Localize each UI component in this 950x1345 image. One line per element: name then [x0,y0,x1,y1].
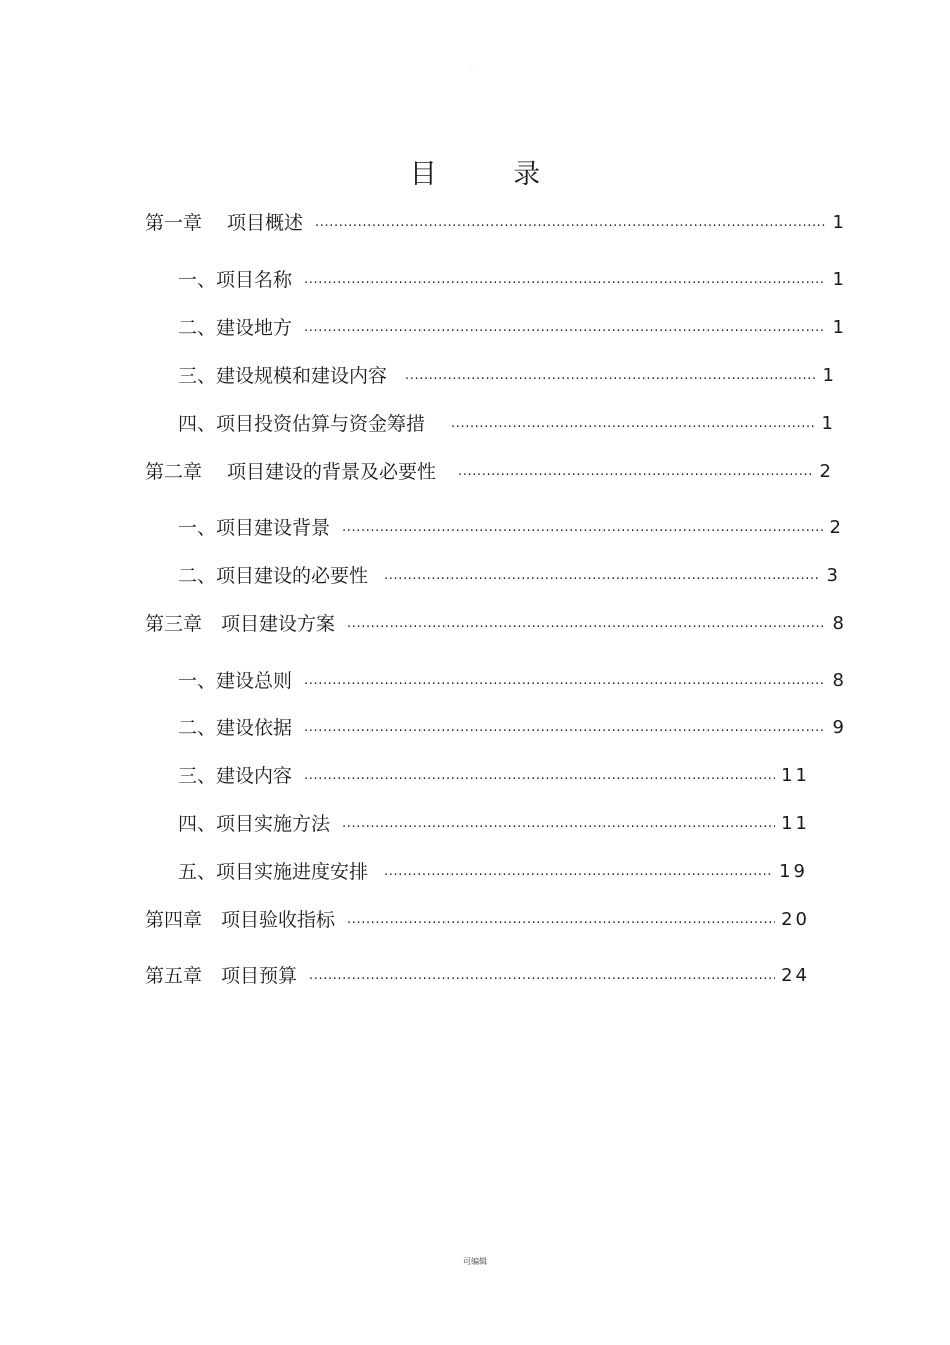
toc-entry-label: 二、建设依据 [178,717,293,739]
toc-entry-page: 20 [781,909,810,930]
dot-leader [304,766,775,788]
toc-entry-label: 五、项目实施进度安排 [178,861,369,883]
toc-entry[interactable] [178,316,844,340]
toc-entry[interactable] [178,268,844,292]
toc-entry-page: 2 [819,461,831,482]
dot-leader [347,910,775,932]
toc-entry[interactable] [178,669,844,693]
toc-entry-label: 一、建设总则 [178,670,293,692]
toc-entry[interactable] [145,612,844,636]
toc-entry[interactable] [178,812,810,836]
dot-leader [405,366,816,388]
toc-entry-label: 四、项目投资估算与资金筹措 [178,413,426,435]
toc-entry-label: 第二章 项目建设的背景及必要性 [145,461,437,483]
dot-leader [458,462,813,484]
toc-entry-label: 一、项目建设背景 [178,517,331,539]
toc-entry[interactable] [145,211,844,235]
toc-entry-page: 1 [832,212,844,233]
toc-entry[interactable] [178,716,844,740]
dot-leader [342,814,775,836]
toc-entry[interactable] [178,516,841,540]
toc-entry[interactable] [145,964,810,988]
dot-leader [384,862,773,884]
toc-entry-page: 9 [832,717,844,738]
dot-leader [384,566,820,588]
toc-entry-label: 二、项目建设的必要性 [178,565,369,587]
toc-entry[interactable] [178,860,808,884]
dot-leader [304,671,826,693]
toc-entry-page: 19 [779,861,808,882]
toc-entry-page: 1 [832,317,844,338]
toc-entry-label: 第五章 项目预算 [145,965,298,987]
toc-entry[interactable] [145,460,831,484]
toc-entry-label: 第四章 项目验收指标 [145,909,336,931]
toc-entry-page: 1 [821,413,833,434]
dot-leader [304,718,826,740]
dot-leader [451,414,815,436]
toc-entry[interactable] [178,364,834,388]
toc-entry-label: 四、项目实施方法 [178,813,331,835]
toc-entry-label: 一、项目名称 [178,269,293,291]
dot-leader [315,213,826,235]
toc-entry[interactable] [178,412,833,436]
toc-entry-page: 11 [781,765,810,786]
header-mark: · [471,68,473,75]
toc-entry[interactable] [178,764,810,788]
dot-leader [304,318,826,340]
dot-leader [304,270,826,292]
toc-entry-label: 三、建设规模和建设内容 [178,365,388,387]
toc-entry-page: 11 [781,813,810,834]
dot-leader [347,614,826,636]
toc-entry-page: 3 [826,565,838,586]
toc-entry-label: 三、建设内容 [178,765,293,787]
footer-note: 可编辑 [463,1257,487,1266]
dot-leader [309,966,775,988]
toc-entry-label: 二、建设地方 [178,317,293,339]
toc-entry-page: 1 [832,269,844,290]
toc-entry-page: 2 [829,517,841,538]
dot-leader [342,518,823,540]
toc-entry[interactable] [178,564,838,588]
toc-entry-page: 8 [832,613,844,634]
toc-entry-page: 24 [781,965,810,986]
toc-entry-page: 8 [832,670,844,691]
toc-entry-page: 1 [822,365,834,386]
toc-entry-label: 第一章 项目概述 [145,212,304,234]
page-title: 目 录 [409,159,575,190]
toc-entry-label: 第三章 项目建设方案 [145,613,336,635]
toc-entry[interactable] [145,908,810,932]
